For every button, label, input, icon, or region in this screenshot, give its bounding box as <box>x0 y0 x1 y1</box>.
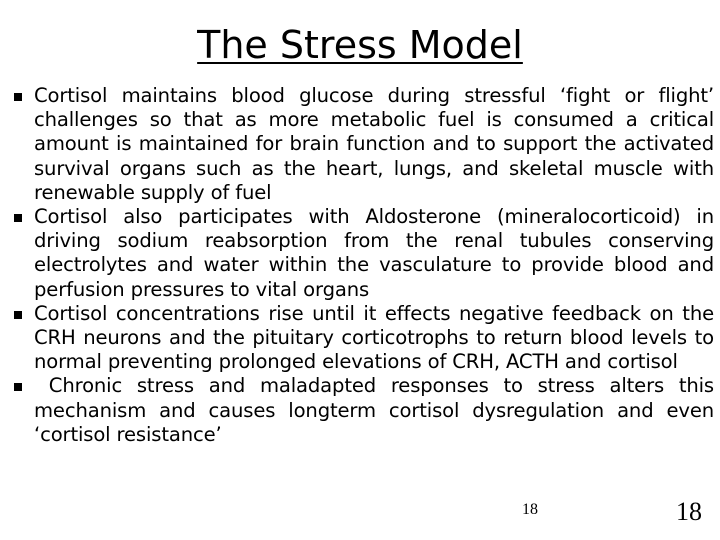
square-bullet-icon <box>14 383 22 391</box>
bullet-item-4 <box>14 374 720 447</box>
square-bullet-icon <box>14 93 22 101</box>
slide-title <box>0 20 720 70</box>
bullet-item-2 <box>14 205 714 302</box>
slide-title-text: The Stress Model <box>197 23 523 67</box>
bullet-list <box>14 84 720 447</box>
bullet-text-2: Cortisol also participates with Aldosterone (mineralocorticoid) in driving sodium reabsorption from the renal tubules conserving electrolytes and water within the vasculature to provide blood and perfusion pressures to vital organs <box>34 205 714 301</box>
bullet-text-3: Cortisol concentrations rise until it effects negative feedback on the CRH neurons and the pituitary corticotrophs to return blood levels to normal preventing prolonged elevations of CRH, ACTH and cortisol <box>34 301 714 374</box>
bullet-item-1 <box>14 84 714 205</box>
square-bullet-icon <box>14 214 22 222</box>
square-bullet-icon <box>14 311 22 319</box>
slide-number-small: 18 <box>522 501 538 518</box>
bullet-text-1: Cortisol maintains blood glucose during stressful ‘fight or flight’ challenges so that as more metabolic fuel is consumed a critical amount is maintained for brain function and to support the activated survival organs such as the heart, lungs, and skeletal muscle with renewable supply of fuel <box>34 84 714 204</box>
slide-number-large: 18 <box>676 497 702 526</box>
bullet-item-3 <box>14 302 714 375</box>
bullet-text-4: Chronic stress and maladapted responses to stress alters this mechanism and causes longterm cortisol dysregulation and even ‘cortisol resistance’ <box>34 374 720 446</box>
